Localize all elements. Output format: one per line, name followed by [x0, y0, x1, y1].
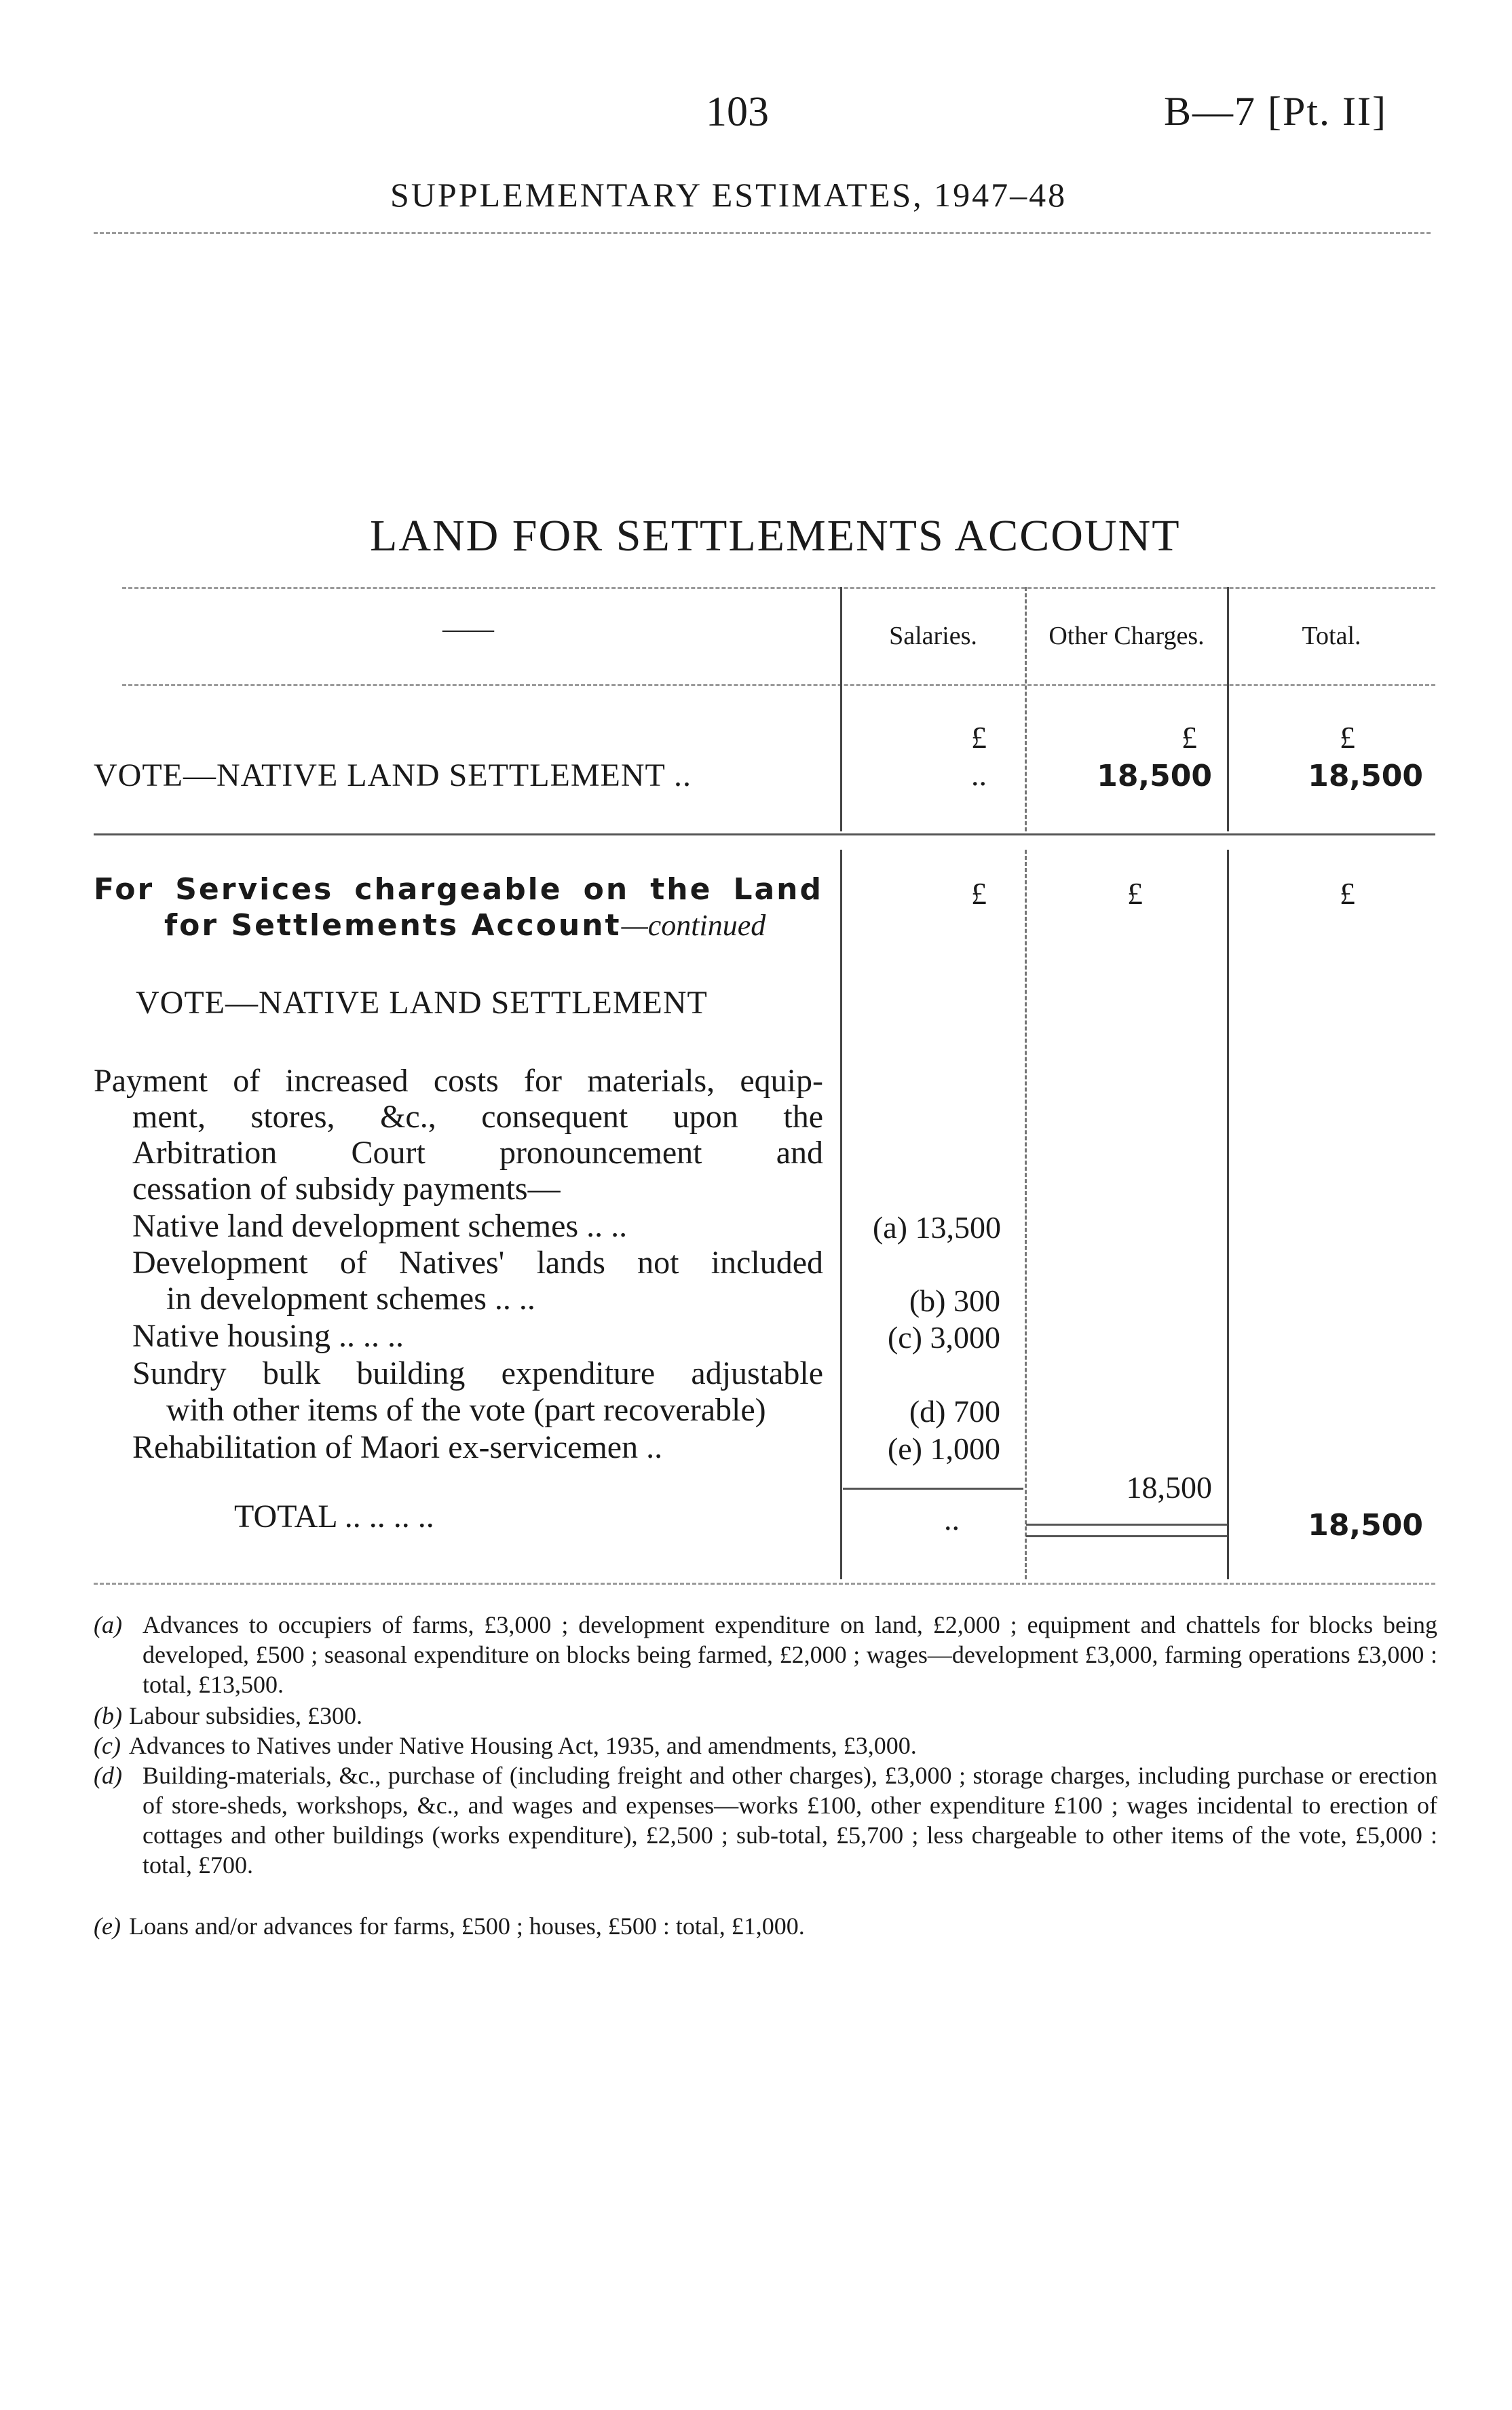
item-sundry-bulk-2: with other items of the vote (part recoverable)	[166, 1392, 766, 1428]
footnote-e-label: (e)	[94, 1913, 121, 1940]
total-salaries: ..	[944, 1502, 960, 1537]
item-native-housing: Native housing .. .. ..	[132, 1318, 404, 1354]
footnote-e-text: Loans and/or advances for farms, £500 ; houses, £500 : total, £1,000.	[129, 1913, 805, 1940]
col-divider-2	[1025, 587, 1027, 831]
col-divider-1	[840, 587, 842, 831]
intro-line-2: ment, stores, &c., consequent upon the	[132, 1099, 823, 1135]
table-head-rule	[122, 684, 1435, 686]
table-bottom-rule	[94, 1583, 1435, 1585]
table-top-rule	[122, 587, 1435, 589]
summary-salaries: ..	[971, 757, 987, 792]
document-reference: B—7 [Pt. II]	[1164, 89, 1387, 134]
footnote-c-text: Advances to Natives under Native Housing Act, 1935, and amendments, £3,000.	[129, 1732, 917, 1759]
item-rehabilitation: Rehabilitation of Maori ex-servicemen ..	[132, 1429, 663, 1465]
other-charges-total-rule-top	[1026, 1524, 1227, 1526]
detail-other-currency: £	[1127, 876, 1143, 911]
item-amount-d: (d) 700	[909, 1394, 1000, 1429]
footnote-d-label: (d)	[94, 1762, 122, 1789]
footnote-a-label: (a)	[94, 1611, 122, 1638]
item-amount-e: (e) 1,000	[887, 1431, 1000, 1466]
detail-heading-line2: for Settlements Account	[164, 908, 622, 943]
total-label: TOTAL .. .. .. ..	[234, 1499, 434, 1535]
footnote-b	[94, 1701, 1437, 1731]
footnote-b-label: (b)	[94, 1702, 122, 1729]
item-amount-c: (c) 3,000	[887, 1320, 1000, 1355]
page-number: 103	[706, 89, 769, 135]
item-development-natives-lands-1: Development of Natives' lands not included	[132, 1245, 823, 1281]
summary-other-charges: 18,500	[1097, 759, 1212, 793]
salaries-sum-rule	[843, 1488, 1023, 1490]
footnote-b-text: Labour subsidies, £300.	[129, 1702, 362, 1729]
total-header: Total.	[1302, 622, 1361, 650]
col-divider-3	[1227, 587, 1229, 831]
other-charges-total-rule-bottom	[1026, 1535, 1227, 1537]
footnote-a-text: Advances to occupiers of farms, £3,000 ; development expenditure on land, £2,000 ; equipment and chattels for blocks being developed, £500 ; seasonal expenditure on blocks being farmed, £2,000 ; wages—development £3,000, farming operations £3,000 : total, £13,500.	[143, 1611, 1437, 1698]
detail-heading-continued: —continued	[621, 909, 766, 942]
detail-salaries-currency: £	[971, 876, 987, 911]
summary-total-currency: £	[1340, 720, 1355, 755]
section-title: LAND FOR SETTLEMENTS ACCOUNT	[370, 511, 1181, 561]
grand-total: 18,500	[1308, 1508, 1423, 1543]
footnote-c	[94, 1731, 1437, 1761]
summary-vote-label: VOTE—NATIVE LAND SETTLEMENT ..	[94, 757, 692, 793]
page-subtitle: SUPPLEMENTARY ESTIMATES, 1947–48	[390, 176, 1067, 214]
col-divider-2b	[1025, 850, 1027, 1579]
summary-bottom-rule	[94, 833, 1435, 835]
footnote-d	[94, 1761, 1437, 1880]
detail-heading-line1: For Services chargeable on the Land	[94, 872, 823, 907]
item-amount-a: (a) 13,500	[872, 1210, 1001, 1245]
salaries-header: Salaries.	[889, 622, 977, 650]
item-development-natives-lands-2: in development schemes .. ..	[166, 1281, 535, 1317]
footnote-a	[94, 1610, 1437, 1699]
header-rule	[94, 232, 1431, 234]
footnote-d-text: Building-materials, &c., purchase of (including freight and other charges), £3,000 ; storage charges, including purchase or erection of store-sheds, workshops, &c., and wages and expenses—works £100, other expenditure £100 ; wages incidental to erection of cottages and other buildings (works expenditure), £2,500 ; sub-total, £5,700 ; less chargeable to other items of the vote, £5,000 : total, £700.	[143, 1762, 1437, 1879]
col-divider-3b	[1227, 850, 1229, 1579]
summary-total: 18,500	[1308, 759, 1423, 793]
subtotal-other-charges: 18,500	[1126, 1470, 1212, 1505]
intro-line-3: Arbitration Court pronouncement and	[132, 1135, 823, 1171]
item-sundry-bulk-1: Sundry bulk building expenditure adjustable	[132, 1355, 823, 1391]
detail-heading-line2-wrap	[164, 908, 766, 943]
other-charges-header: Other Charges.	[1048, 622, 1205, 650]
footnote-e	[94, 1911, 1437, 1941]
footnote-c-label: (c)	[94, 1732, 121, 1759]
intro-line-1: Payment of increased costs for materials, equip-	[94, 1063, 823, 1099]
summary-salaries-currency: £	[971, 720, 987, 755]
item-amount-b: (b) 300	[909, 1283, 1000, 1318]
summary-other-currency: £	[1182, 720, 1197, 755]
intro-line-4: cessation of subsidy payments—	[132, 1171, 561, 1207]
detail-total-currency: £	[1340, 876, 1355, 911]
first-column-header: ——	[442, 615, 494, 643]
item-native-land-development: Native land development schemes .. ..	[132, 1208, 628, 1244]
detail-vote-title: VOTE—NATIVE LAND SETTLEMENT	[136, 985, 708, 1021]
